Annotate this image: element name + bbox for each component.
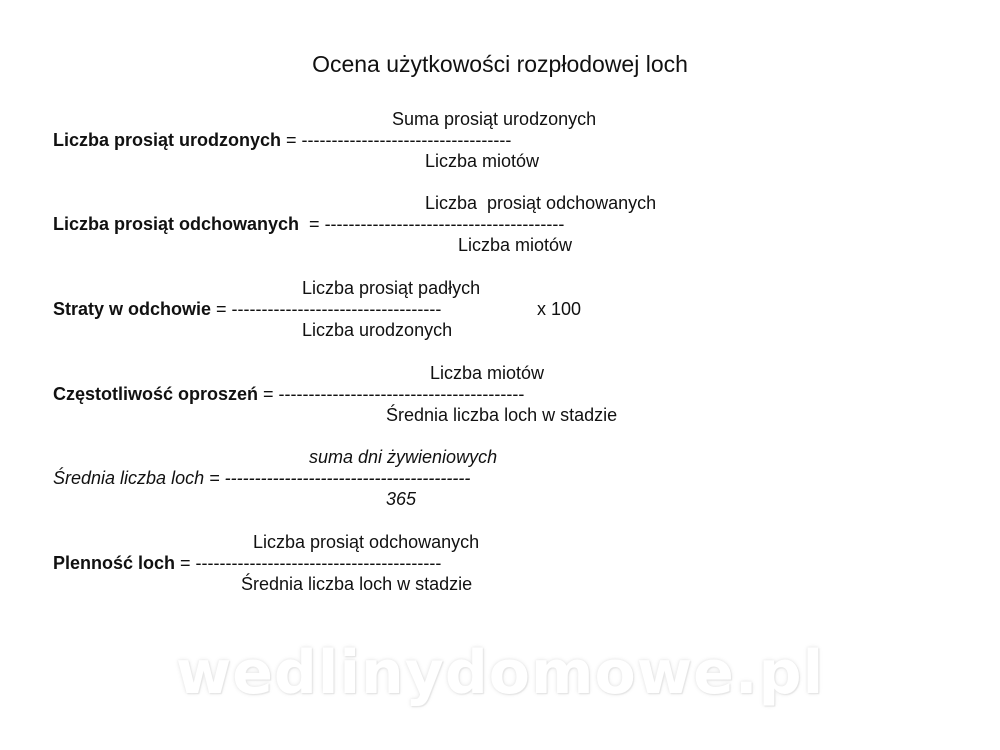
formula-1-row bbox=[53, 129, 511, 151]
formula-4-label: Częstotliwość oproszeń bbox=[53, 384, 259, 404]
formula-6-numerator: Liczba prosiąt odchowanych bbox=[253, 532, 480, 552]
formula-6-denominator: Średnia liczba loch w stadzie bbox=[241, 574, 473, 594]
formula-3-equals: = bbox=[211, 299, 232, 319]
formula-5-fraction-line: ----------------------------------------- bbox=[224, 468, 471, 488]
page-title: Ocena użytkowości rozpłodowej loch bbox=[312, 51, 688, 77]
formula-3-label: Straty w odchowie bbox=[53, 299, 212, 319]
formula-4-equals: = bbox=[258, 384, 279, 404]
formula-5-numerator: suma dni żywieniowych bbox=[309, 447, 498, 467]
watermark: wedlinydomowe.pl bbox=[175, 638, 825, 708]
formula-5-row bbox=[53, 467, 470, 489]
formula-6-fraction-line: ----------------------------------------- bbox=[195, 553, 442, 573]
formula-6-row bbox=[53, 552, 441, 574]
formula-5-label: Średnia liczba loch bbox=[53, 468, 205, 488]
formula-6-equals: = bbox=[175, 553, 196, 573]
formula-3-denominator: Liczba urodzonych bbox=[302, 320, 453, 340]
formula-3-numerator: Liczba prosiąt padłych bbox=[302, 278, 481, 298]
formula-3-row bbox=[53, 298, 441, 320]
formula-2-equals: = bbox=[299, 214, 325, 234]
formula-4-numerator: Liczba miotów bbox=[430, 363, 545, 383]
formula-1-fraction-line: ----------------------------------- bbox=[301, 130, 512, 150]
formula-4-row bbox=[53, 383, 524, 405]
formula-5-denominator: 365 bbox=[386, 489, 417, 509]
formula-2-numerator: Liczba prosiąt odchowanych bbox=[425, 193, 657, 213]
formula-2-fraction-line: ---------------------------------------- bbox=[324, 214, 565, 234]
formula-2-label: Liczba prosiąt odchowanych bbox=[53, 214, 300, 234]
formula-1-label: Liczba prosiąt urodzonych bbox=[53, 130, 282, 150]
formula-4-fraction-line: ----------------------------------------- bbox=[278, 384, 525, 404]
formula-2-row bbox=[53, 213, 564, 235]
formula-2-denominator: Liczba miotów bbox=[458, 235, 573, 255]
formula-5-equals: = bbox=[204, 468, 225, 488]
formula-3-fraction-line: ----------------------------------- bbox=[231, 299, 442, 319]
formula-1-denominator: Liczba miotów bbox=[425, 151, 540, 171]
formula-1-equals: = bbox=[281, 130, 302, 150]
formula-4-denominator: Średnia liczba loch w stadzie bbox=[386, 405, 618, 425]
formula-1-numerator: Suma prosiąt urodzonych bbox=[392, 109, 597, 129]
formula-6-label: Plenność loch bbox=[53, 553, 176, 573]
formula-3-multiplier: x 100 bbox=[537, 299, 582, 319]
